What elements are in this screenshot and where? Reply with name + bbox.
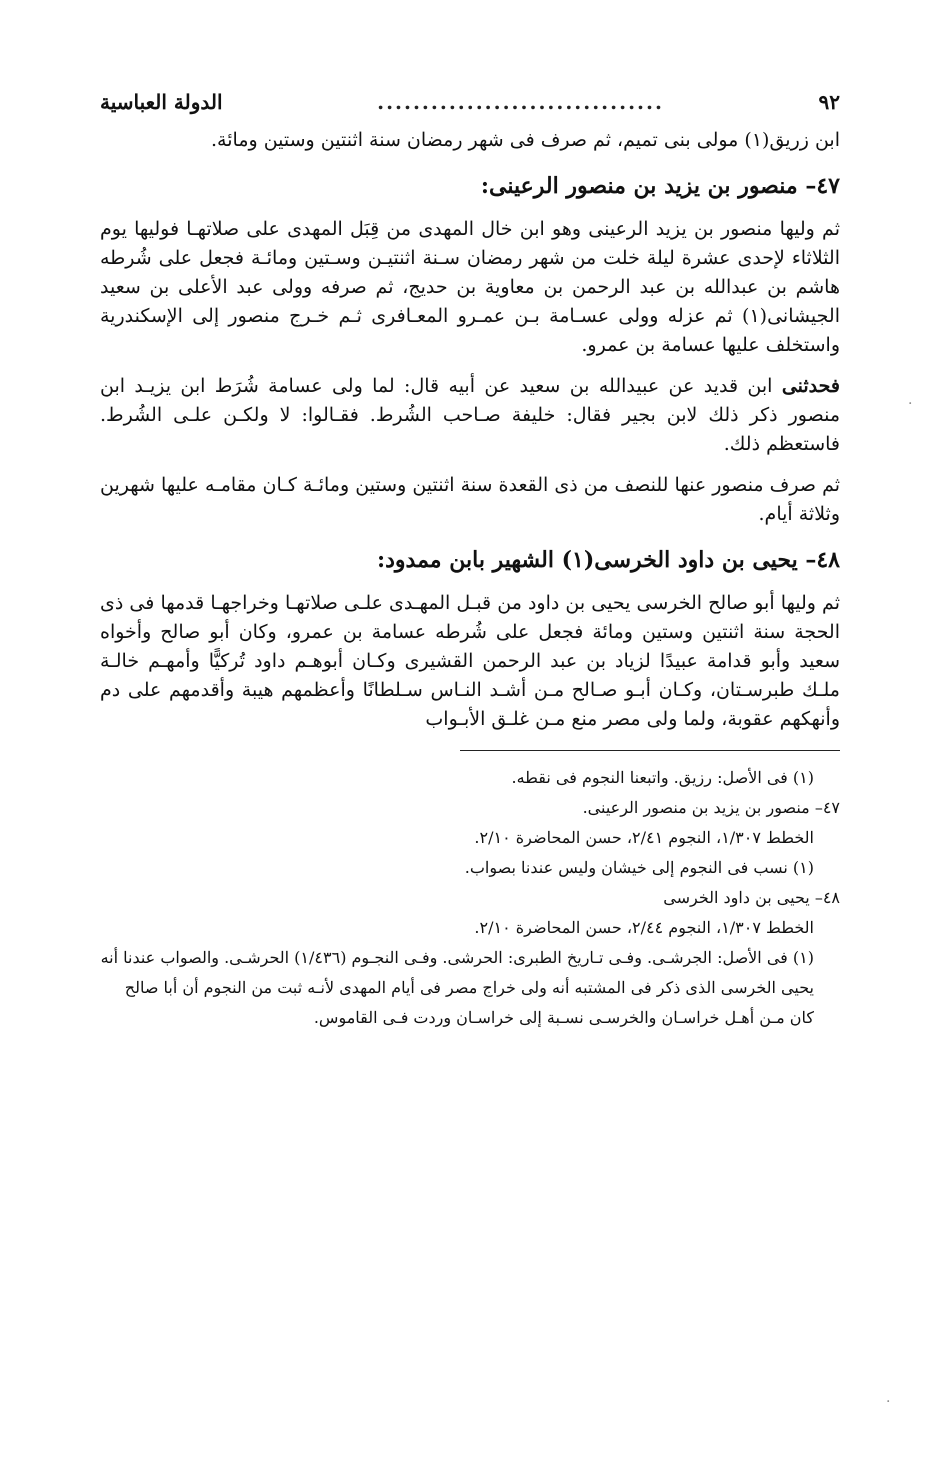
section-47-text-2: ابن قديد عن عبيدالله بن سعيد عن أبيه قال: لما ولى عسامة شُرَط ابن يزيـد ابن منصور ذكر ذلك لابن بجير فقال: خليفة صـاحب الشُرط. فقـالوا: لا ولكـن علـى الشُرط. فاستعظم ذلك. — [100, 375, 840, 455]
footnote-48-sources: الخطط ١/٣٠٧، النجوم ٢/٤٤، حسن المحاضرة ٢/١٠. — [474, 918, 814, 937]
section-47-text-3: ثم صرف منصور عنها للنصف من ذى القعدة سنة اثنتين وستين ومائـة كـان مقامـه عليها شهرين وثلاثة أيام. — [100, 474, 840, 525]
margin-speck: · — [908, 396, 913, 412]
section-48-text-1: ثم وليها أبو صالح الخرسى يحيى بن داود من قبـل المهـدى علـى صلاتهـا وخراجهـا قدمها فى ذى الحجة سنة اثنتين وستين ومائة فجعل على شُرطه عسامة بن عمرو، وكان أبو صالح وأخواه سعيد وأبو قدامة عبيدًا لزياد بن عبد الرحمن القشيرى وكـان أبوهـم داود تُركيًّا وأمهـم خالـة ملـك طبرسـتان، وكـان أبـو صـالح مـن أشـد النـاس سـلطانًا وأعظمهم هيبة وأقدمهم على دم وأنهكهم عقوبة، ولما ولى مصر منع مـن غلـق الأبـواب — [100, 592, 840, 730]
footnote-1: (١) فى الأصل: رزيق. واتبعنا النجوم فى نقطه. — [511, 768, 814, 787]
section-48-heading: ٤٨– يحيى بن داود الخرسى(١) الشهير بابن ممدود: — [377, 547, 840, 573]
section-47-paragraph-1 — [100, 215, 840, 360]
section-48-paragraph-1 — [100, 589, 840, 734]
intro-paragraph — [100, 126, 840, 155]
section-47-paragraph-3 — [100, 471, 840, 529]
page-header — [100, 90, 840, 126]
footnote-section-47: ٤٧– منصور بن يزيد بن منصور الرعينى. — [582, 798, 840, 817]
margin-speck: · — [886, 1394, 891, 1410]
section-47-heading: ٤٧– منصور بن يزيد بن منصور الرعينى: — [480, 173, 840, 199]
intro-text: ابن زريق(١) مولى بنى تميم، ثم صرف فى شهر رمضان سنة اثنتين وستين ومائة. — [211, 129, 840, 151]
footnote-47-sources: الخطط ١/٣٠٧، النجوم ٢/٤١، حسن المحاضرة ٢/١٠. — [474, 828, 814, 847]
footnote-48-note: (١) فى الأصل: الجرشـى. وفـى تـاريخ الطبرى: الحرشى. وفـى النجـوم (١/٤٣٦) الحرشـى. والصواب عندنا أنه يحيى الخرسى الذى ذكر فى المشتبه أنه ولى خراج مصر فى أيام المهدى لأنـه ثبت من النجوم أن أبا صالح كان مـن أهـل خراسـان والخرسـى نسـبة إلى خراسـان وردت فـى القاموس. — [100, 948, 814, 1027]
section-47-text-1: ثم وليها منصور بن يزيد الرعينى وهو ابن خال المهدى من قِبَل المهدى على صلاتهـا فوليها يوم الثلاثاء لإحدى عشرة ليلة خلت من شهر رمضان سـنة اثنتيـن وسـتين ومائـة فجعل على شُرطه هاشم بن عبدالله بن عبد الرحمن بن معاوية بن حديج، ثم صرفه وولى عبد الأعلى بن سعيد الجيشانى(١) ثم عزله وولى عسـامة بـن عمـرو المعـافرى ثـم خـرج منصور إلى الإسكندرية واستخلف عليها عسامة بن عمرو. — [100, 218, 840, 356]
footnote-section-48: ٤٨– يحيى بن داود الخرسى — [663, 888, 840, 907]
footnotes — [100, 763, 840, 1033]
section-47-paragraph-2 — [100, 372, 840, 459]
footnote-separator — [460, 750, 840, 751]
page-number: ٩٢ — [818, 90, 840, 114]
footnote-47-note: (١) نسب فى النجوم إلى خيشان وليس عندنا بصواب. — [464, 858, 814, 877]
section-47-lead-word: فحدثنى — [781, 375, 840, 397]
header-leader-dots: ................................ — [377, 90, 664, 114]
document-page — [100, 90, 840, 1033]
running-title: الدولة العباسية — [100, 90, 223, 114]
